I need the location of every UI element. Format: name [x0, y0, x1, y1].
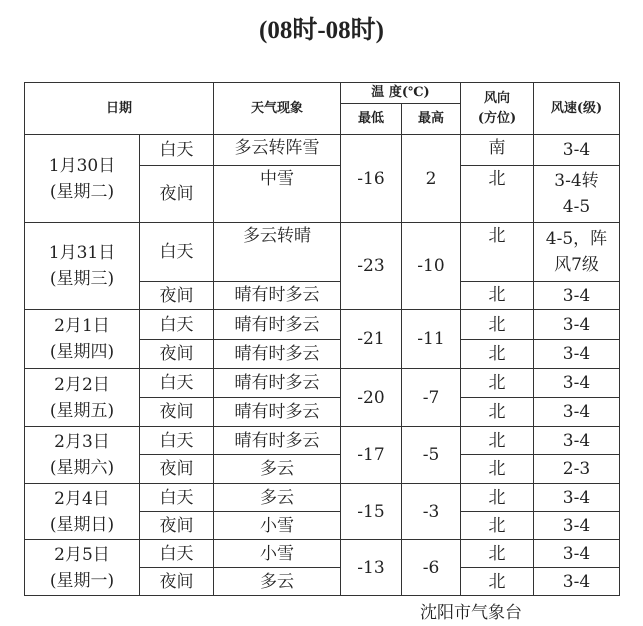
table-row [25, 484, 620, 512]
temp-min [341, 310, 402, 369]
page-title: (08时-08时) [259, 17, 384, 44]
forecast-table [24, 82, 620, 596]
wind-speed: 4-5，阵 [545, 229, 608, 249]
table-row [25, 369, 620, 398]
table-row [25, 135, 620, 166]
weekday: (星期五) [49, 400, 115, 421]
wind-speed: 3-4 [562, 285, 591, 306]
temp-max [402, 540, 461, 596]
wind-speed: 3-4 [562, 140, 591, 160]
period-day-text: 白天 [159, 314, 194, 335]
temp-min [341, 484, 402, 540]
weekday: (星期一) [49, 570, 115, 591]
period-day [140, 310, 214, 340]
table-body [25, 135, 620, 596]
wind-speed-cell [534, 427, 620, 455]
weather-day [214, 369, 341, 398]
table-row [25, 223, 620, 282]
temp-min [341, 135, 402, 223]
date-cell [25, 540, 140, 596]
header-date: 日期 [25, 83, 214, 135]
wind-speed-cell [534, 310, 620, 340]
date: 2月2日 [54, 374, 110, 395]
header-weather: 天气现象 [214, 83, 341, 135]
period-night [140, 398, 214, 427]
wind-speed: 3-4 [562, 543, 591, 564]
wind-speed-cell [534, 340, 620, 369]
temp-min [341, 540, 402, 596]
weather-night-text: 小雪 [260, 515, 294, 536]
weather-day-text: 晴有时多云 [234, 373, 320, 393]
weather-night [214, 455, 341, 484]
wind-speed-cell [534, 484, 620, 512]
period-night-text: 夜间 [159, 344, 194, 364]
wind-dir-night [461, 455, 534, 484]
wind-speed-cell [534, 568, 620, 596]
weather-night [214, 568, 341, 596]
weather-day-text: 小雪 [260, 543, 294, 564]
footer-source: 沈阳市气象台 [420, 603, 522, 623]
table-row [25, 427, 620, 455]
header-wind-speed: 风速(级) [534, 83, 620, 135]
period-night-text: 夜间 [159, 515, 194, 536]
temp-max-text: -10 [417, 256, 445, 276]
wind-dir-day-text: 北 [488, 226, 506, 246]
wind-dir-day-text: 北 [488, 487, 506, 508]
weather-day-text: 多云转晴 [243, 226, 311, 246]
weather-night [214, 398, 341, 427]
wind-dir-day-text: 北 [488, 314, 506, 335]
header-max: 最高 [402, 104, 461, 135]
temp-max-text: -7 [422, 387, 440, 408]
date: 2月5日 [54, 544, 110, 565]
wind-dir-day-text: 北 [488, 430, 506, 451]
date: 1月30日 [48, 155, 116, 176]
wind-dir-day-text: 北 [488, 373, 506, 393]
temp-min [341, 427, 402, 484]
wind-speed: 3-4 [562, 430, 591, 451]
weather-day [214, 540, 341, 568]
period-night [140, 455, 214, 484]
period-night [140, 166, 214, 223]
wind-speed: 3-4 [562, 515, 591, 536]
weather-night [214, 340, 341, 369]
date: 1月31日 [48, 243, 116, 263]
wind-dir-day [461, 540, 534, 568]
temp-max-text: -5 [422, 445, 440, 465]
date: 2月1日 [54, 316, 110, 336]
period-day [140, 369, 214, 398]
date-cell [25, 369, 140, 427]
wind-speed-cell [534, 135, 620, 166]
period-day [140, 540, 214, 568]
date: 2月4日 [54, 488, 110, 509]
period-day [140, 427, 214, 455]
date-cell [25, 427, 140, 484]
wind-speed-2: 风7级 [554, 255, 599, 275]
weather-night-text: 晴有时多云 [234, 344, 320, 364]
wind-dir-night [461, 512, 534, 540]
wind-dir-day [461, 135, 534, 166]
weather-day-text: 多云转阵雪 [234, 138, 320, 158]
date: 2月3日 [54, 432, 110, 452]
wind-dir-day [461, 427, 534, 455]
wind-dir-night-text: 北 [488, 285, 506, 305]
weekday: (星期日) [49, 514, 115, 535]
wind-speed: 2-3 [562, 459, 591, 479]
wind-dir-night-text: 北 [488, 459, 506, 479]
period-night-text: 夜间 [159, 184, 194, 204]
wind-speed-cell [534, 223, 620, 282]
table-row [25, 310, 620, 340]
period-night [140, 282, 214, 310]
temp-min-text: -16 [357, 168, 385, 189]
period-night [140, 340, 214, 369]
wind-dir-day [461, 484, 534, 512]
wind-speed: 3-4 [562, 571, 591, 592]
temp-min-text: -17 [357, 445, 385, 465]
weather-day [214, 135, 341, 166]
wind-dir-night-text: 北 [488, 169, 506, 189]
wind-dir-night [461, 568, 534, 596]
period-night [140, 512, 214, 540]
weather-day [214, 484, 341, 512]
weather-day-text: 多云 [260, 487, 294, 508]
wind-speed-cell [534, 455, 620, 484]
weather-night [214, 512, 341, 540]
period-day-text: 白天 [159, 430, 194, 451]
period-day-text: 白天 [159, 242, 194, 262]
period-day-text: 白天 [159, 543, 194, 564]
temp-min [341, 369, 402, 427]
wind-dir-day [461, 369, 534, 398]
wind-speed-2: 4-5 [562, 197, 591, 217]
temp-max [402, 427, 461, 484]
period-night-text: 夜间 [159, 459, 194, 479]
wind-dir-night [461, 166, 534, 223]
weather-night [214, 282, 341, 310]
weather-day-text: 晴有时多云 [234, 430, 320, 451]
temp-max-text: -3 [422, 501, 440, 522]
weather-night-text: 中雪 [260, 169, 294, 189]
period-day-text: 白天 [159, 487, 194, 508]
weather-day-text: 晴有时多云 [234, 314, 320, 335]
temp-max [402, 369, 461, 427]
header-row [25, 83, 620, 104]
temp-min-text: -21 [357, 329, 385, 349]
header-wind-dir-2: (方位) [477, 110, 517, 126]
weekday: (星期六) [49, 458, 115, 478]
weather-night-text: 多云 [260, 571, 294, 592]
date-cell [25, 135, 140, 223]
wind-speed: 3-4 [562, 487, 591, 508]
temp-max-text: -6 [422, 557, 440, 578]
wind-speed-cell [534, 512, 620, 540]
wind-speed: 3-4转 [554, 171, 599, 191]
header-temp: 温 度(℃) [341, 83, 461, 104]
weather-night-text: 多云 [260, 459, 294, 479]
wind-speed: 3-4 [562, 402, 591, 422]
wind-dir-night [461, 398, 534, 427]
wind-dir-day [461, 310, 534, 340]
weekday: (星期三) [49, 269, 115, 289]
temp-max [402, 484, 461, 540]
temp-max [402, 223, 461, 310]
period-night-text: 夜间 [159, 402, 194, 422]
weather-night-text: 晴有时多云 [234, 285, 320, 305]
wind-speed-cell [534, 166, 620, 223]
date-cell [25, 484, 140, 540]
date-cell [25, 310, 140, 369]
temp-max [402, 135, 461, 223]
table-row [25, 540, 620, 568]
wind-speed-cell [534, 398, 620, 427]
period-day [140, 484, 214, 512]
wind-dir-night-text: 北 [488, 344, 506, 364]
wind-speed: 3-4 [562, 344, 591, 364]
period-night [140, 568, 214, 596]
weekday: (星期四) [49, 342, 115, 362]
date-cell [25, 223, 140, 310]
period-day [140, 223, 214, 282]
weekday: (星期二) [49, 181, 115, 202]
temp-min-text: -20 [357, 387, 385, 408]
temp-min [341, 223, 402, 310]
temp-max-text: 2 [425, 168, 437, 189]
wind-dir-night [461, 282, 534, 310]
temp-min-text: -23 [357, 256, 385, 276]
temp-max [402, 310, 461, 369]
wind-dir-night-text: 北 [488, 571, 506, 592]
wind-speed-cell [534, 540, 620, 568]
wind-speed-cell [534, 282, 620, 310]
wind-speed: 3-4 [562, 314, 591, 335]
temp-min-text: -13 [357, 557, 385, 578]
weather-day [214, 427, 341, 455]
header-wind-dir-1: 风向 [483, 90, 510, 106]
weather-day [214, 310, 341, 340]
period-night-text: 夜间 [159, 571, 194, 592]
period-day-text: 白天 [159, 373, 194, 393]
weather-day [214, 223, 341, 282]
period-day-text: 白天 [159, 140, 194, 160]
temp-max-text: -11 [417, 329, 445, 349]
wind-speed: 3-4 [562, 373, 591, 393]
wind-dir-night-text: 北 [488, 515, 506, 536]
period-day [140, 135, 214, 166]
wind-speed-cell [534, 369, 620, 398]
period-night-text: 夜间 [159, 285, 194, 306]
wind-dir-day-text: 北 [488, 543, 506, 564]
header-min: 最低 [341, 104, 402, 135]
wind-dir-night [461, 340, 534, 369]
wind-dir-night-text: 北 [488, 402, 506, 422]
weather-night-text: 晴有时多云 [234, 402, 320, 422]
header-wind-dir [461, 83, 534, 135]
temp-min-text: -15 [357, 501, 385, 522]
wind-dir-day-text: 南 [488, 138, 506, 158]
wind-dir-day [461, 223, 534, 282]
weather-night [214, 166, 341, 223]
